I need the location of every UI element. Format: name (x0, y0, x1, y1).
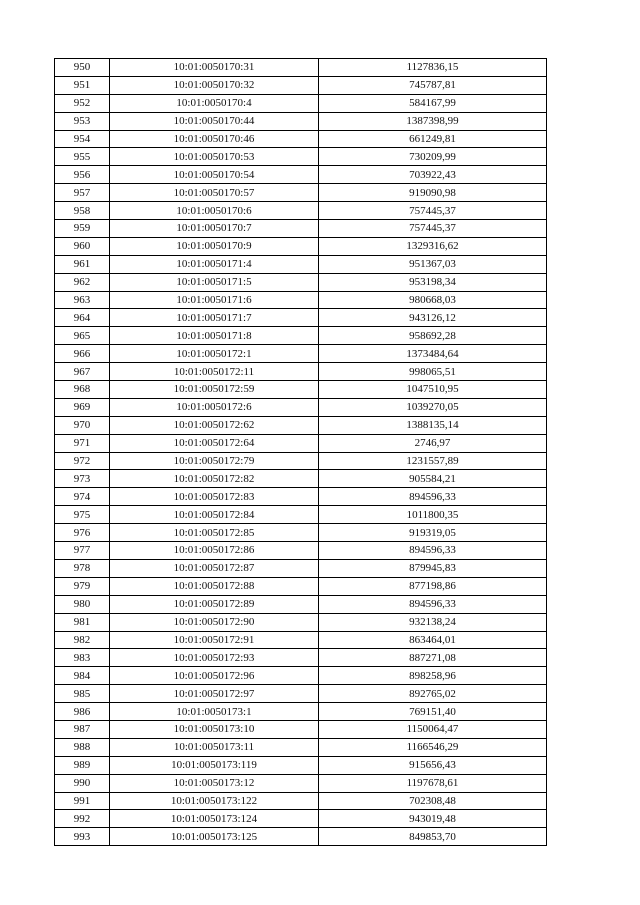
table-row (55, 148, 547, 166)
value-cell: 998065,51 (319, 363, 547, 381)
row-number-cell: 979 (55, 577, 110, 595)
table-row (55, 720, 547, 738)
row-number-cell: 976 (55, 524, 110, 542)
cadastral-number-cell: 10:01:0050172:11 (110, 363, 319, 381)
table-row (55, 613, 547, 631)
table-row (55, 577, 547, 595)
row-number-cell: 964 (55, 309, 110, 327)
value-cell: 1329316,62 (319, 237, 547, 255)
table-row (55, 685, 547, 703)
cadastral-number-cell: 10:01:0050173:119 (110, 756, 319, 774)
row-number-cell: 987 (55, 720, 110, 738)
cadastral-number-cell: 10:01:0050170:32 (110, 76, 319, 94)
table-row (55, 220, 547, 238)
cadastral-number-cell: 10:01:0050171:4 (110, 255, 319, 273)
table-row (55, 631, 547, 649)
row-number-cell: 978 (55, 559, 110, 577)
cadastral-number-cell: 10:01:0050172:1 (110, 345, 319, 363)
table-row (55, 488, 547, 506)
table-row (55, 756, 547, 774)
row-number-cell: 963 (55, 291, 110, 309)
value-cell: 863464,01 (319, 631, 547, 649)
cadastral-number-cell: 10:01:0050172:79 (110, 452, 319, 470)
value-cell: 892765,02 (319, 685, 547, 703)
row-number-cell: 988 (55, 738, 110, 756)
value-cell: 919319,05 (319, 524, 547, 542)
row-number-cell: 962 (55, 273, 110, 291)
value-cell: 1047510,95 (319, 381, 547, 399)
value-cell: 958692,28 (319, 327, 547, 345)
value-cell: 1387398,99 (319, 112, 547, 130)
value-cell: 905584,21 (319, 470, 547, 488)
row-number-cell: 974 (55, 488, 110, 506)
table-body (55, 59, 547, 846)
table-row (55, 649, 547, 667)
table-row (55, 703, 547, 721)
row-number-cell: 955 (55, 148, 110, 166)
value-cell: 849853,70 (319, 828, 547, 846)
value-cell: 1388135,14 (319, 416, 547, 434)
cadastral-number-cell: 10:01:0050171:6 (110, 291, 319, 309)
cadastral-number-cell: 10:01:0050172:93 (110, 649, 319, 667)
cadastral-number-cell: 10:01:0050171:7 (110, 309, 319, 327)
table-row (55, 184, 547, 202)
row-number-cell: 992 (55, 810, 110, 828)
value-cell: 584167,99 (319, 94, 547, 112)
table-row (55, 738, 547, 756)
table-row (55, 506, 547, 524)
table-row (55, 810, 547, 828)
table-row (55, 76, 547, 94)
row-number-cell: 953 (55, 112, 110, 130)
row-number-cell: 967 (55, 363, 110, 381)
row-number-cell: 981 (55, 613, 110, 631)
table-row (55, 434, 547, 452)
data-table (54, 58, 547, 846)
value-cell: 980668,03 (319, 291, 547, 309)
table-row (55, 559, 547, 577)
table-row (55, 130, 547, 148)
row-number-cell: 993 (55, 828, 110, 846)
row-number-cell: 952 (55, 94, 110, 112)
value-cell: 894596,33 (319, 542, 547, 560)
value-cell: 661249,81 (319, 130, 547, 148)
value-cell: 1197678,61 (319, 774, 547, 792)
table-row (55, 470, 547, 488)
table-row (55, 309, 547, 327)
table-row (55, 291, 547, 309)
table-row (55, 237, 547, 255)
table-row (55, 452, 547, 470)
value-cell: 1231557,89 (319, 452, 547, 470)
cadastral-number-cell: 10:01:0050170:44 (110, 112, 319, 130)
table-row (55, 166, 547, 184)
value-cell: 943019,48 (319, 810, 547, 828)
value-cell: 1127836,15 (319, 59, 547, 77)
cadastral-number-cell: 10:01:0050172:83 (110, 488, 319, 506)
cadastral-number-cell: 10:01:0050173:124 (110, 810, 319, 828)
table-row (55, 828, 547, 846)
value-cell: 730209,99 (319, 148, 547, 166)
row-number-cell: 956 (55, 166, 110, 184)
cadastral-number-cell: 10:01:0050170:53 (110, 148, 319, 166)
cadastral-number-cell: 10:01:0050172:84 (110, 506, 319, 524)
row-number-cell: 991 (55, 792, 110, 810)
value-cell: 932138,24 (319, 613, 547, 631)
cadastral-number-cell: 10:01:0050172:59 (110, 381, 319, 399)
table-row (55, 59, 547, 77)
cadastral-number-cell: 10:01:0050173:1 (110, 703, 319, 721)
row-number-cell: 989 (55, 756, 110, 774)
row-number-cell: 990 (55, 774, 110, 792)
row-number-cell: 970 (55, 416, 110, 434)
cadastral-number-cell: 10:01:0050172:97 (110, 685, 319, 703)
row-number-cell: 968 (55, 381, 110, 399)
table-row (55, 273, 547, 291)
value-cell: 894596,33 (319, 488, 547, 506)
row-number-cell: 959 (55, 220, 110, 238)
cadastral-number-cell: 10:01:0050170:31 (110, 59, 319, 77)
value-cell: 877198,86 (319, 577, 547, 595)
value-cell: 703922,43 (319, 166, 547, 184)
row-number-cell: 975 (55, 506, 110, 524)
cadastral-number-cell: 10:01:0050170:46 (110, 130, 319, 148)
row-number-cell: 982 (55, 631, 110, 649)
cadastral-number-cell: 10:01:0050172:96 (110, 667, 319, 685)
table-row (55, 202, 547, 220)
cadastral-number-cell: 10:01:0050173:12 (110, 774, 319, 792)
cadastral-number-cell: 10:01:0050170:57 (110, 184, 319, 202)
value-cell: 887271,08 (319, 649, 547, 667)
value-cell: 769151,40 (319, 703, 547, 721)
row-number-cell: 951 (55, 76, 110, 94)
table-row (55, 398, 547, 416)
value-cell: 757445,37 (319, 220, 547, 238)
value-cell: 757445,37 (319, 202, 547, 220)
row-number-cell: 961 (55, 255, 110, 273)
row-number-cell: 973 (55, 470, 110, 488)
cadastral-number-cell: 10:01:0050172:90 (110, 613, 319, 631)
table-row (55, 774, 547, 792)
cadastral-number-cell: 10:01:0050173:122 (110, 792, 319, 810)
table-row (55, 345, 547, 363)
cadastral-number-cell: 10:01:0050170:7 (110, 220, 319, 238)
row-number-cell: 985 (55, 685, 110, 703)
cadastral-number-cell: 10:01:0050173:125 (110, 828, 319, 846)
table-row (55, 542, 547, 560)
value-cell: 745787,81 (319, 76, 547, 94)
table-row (55, 112, 547, 130)
value-cell: 1166546,29 (319, 738, 547, 756)
cadastral-number-cell: 10:01:0050172:89 (110, 595, 319, 613)
value-cell: 943126,12 (319, 309, 547, 327)
value-cell: 702308,48 (319, 792, 547, 810)
value-cell: 879945,83 (319, 559, 547, 577)
table-row (55, 595, 547, 613)
table-row (55, 327, 547, 345)
row-number-cell: 971 (55, 434, 110, 452)
value-cell: 2746,97 (319, 434, 547, 452)
row-number-cell: 966 (55, 345, 110, 363)
cadastral-number-cell: 10:01:0050170:4 (110, 94, 319, 112)
cadastral-number-cell: 10:01:0050173:10 (110, 720, 319, 738)
row-number-cell: 950 (55, 59, 110, 77)
value-cell: 951367,03 (319, 255, 547, 273)
cadastral-number-cell: 10:01:0050172:62 (110, 416, 319, 434)
row-number-cell: 972 (55, 452, 110, 470)
value-cell: 1373484,64 (319, 345, 547, 363)
value-cell: 1039270,05 (319, 398, 547, 416)
cadastral-number-cell: 10:01:0050172:91 (110, 631, 319, 649)
table-row (55, 792, 547, 810)
value-cell: 915656,43 (319, 756, 547, 774)
cadastral-number-cell: 10:01:0050172:64 (110, 434, 319, 452)
value-cell: 919090,98 (319, 184, 547, 202)
cadastral-number-cell: 10:01:0050172:88 (110, 577, 319, 595)
row-number-cell: 986 (55, 703, 110, 721)
cadastral-number-cell: 10:01:0050170:54 (110, 166, 319, 184)
cadastral-number-cell: 10:01:0050172:82 (110, 470, 319, 488)
row-number-cell: 980 (55, 595, 110, 613)
row-number-cell: 984 (55, 667, 110, 685)
table-row (55, 416, 547, 434)
cadastral-number-cell: 10:01:0050172:86 (110, 542, 319, 560)
row-number-cell: 983 (55, 649, 110, 667)
table-row (55, 667, 547, 685)
cadastral-number-cell: 10:01:0050171:5 (110, 273, 319, 291)
cadastral-number-cell: 10:01:0050172:85 (110, 524, 319, 542)
cadastral-number-cell: 10:01:0050170:9 (110, 237, 319, 255)
row-number-cell: 960 (55, 237, 110, 255)
value-cell: 953198,34 (319, 273, 547, 291)
cadastral-number-cell: 10:01:0050173:11 (110, 738, 319, 756)
value-cell: 898258,96 (319, 667, 547, 685)
value-cell: 1150064,47 (319, 720, 547, 738)
cadastral-number-cell: 10:01:0050172:6 (110, 398, 319, 416)
row-number-cell: 965 (55, 327, 110, 345)
row-number-cell: 958 (55, 202, 110, 220)
row-number-cell: 957 (55, 184, 110, 202)
cadastral-number-cell: 10:01:0050172:87 (110, 559, 319, 577)
table-row (55, 363, 547, 381)
row-number-cell: 977 (55, 542, 110, 560)
table-row (55, 94, 547, 112)
value-cell: 1011800,35 (319, 506, 547, 524)
table-row (55, 255, 547, 273)
cadastral-number-cell: 10:01:0050170:6 (110, 202, 319, 220)
table-row (55, 381, 547, 399)
cadastral-number-cell: 10:01:0050171:8 (110, 327, 319, 345)
row-number-cell: 969 (55, 398, 110, 416)
value-cell: 894596,33 (319, 595, 547, 613)
table-row (55, 524, 547, 542)
row-number-cell: 954 (55, 130, 110, 148)
